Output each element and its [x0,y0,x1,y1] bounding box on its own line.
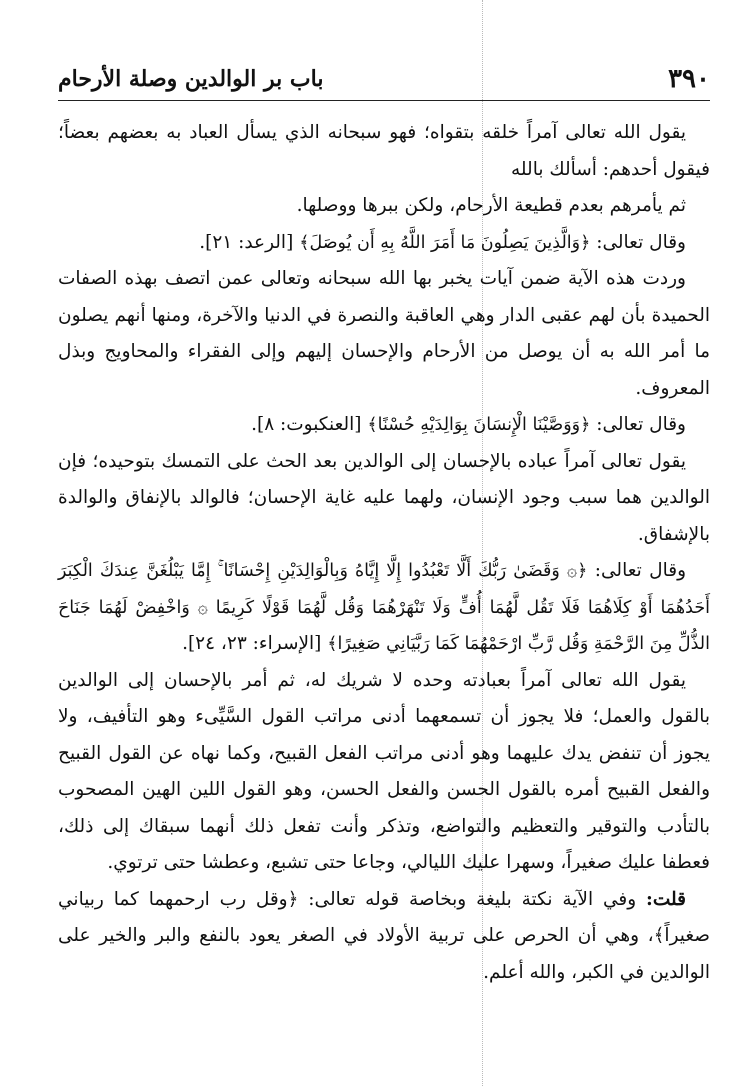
paragraph-4 [58,444,710,554]
paragraph-text: ثم يأمرهم بعدم قطيعة الأرحام، ولكن ببرها ووصلها. [296,195,686,216]
quran-verse-text: ﴿وَوَصَّيْنَا الْإِنسَانَ بِوَالِدَيْهِ حُسْنًا﴾ [367,415,591,435]
quran-verse-al-isra [58,553,710,663]
page-body [58,115,710,991]
note-label: قلت: [646,888,686,910]
author-note [58,882,710,992]
quran-verse-text: ﴿وَالَّذِينَ يَصِلُونَ مَا أَمَرَ اللَّهُ بِهِ أَن يُوصَلَ﴾ [299,232,591,253]
quran-verse-al-ankabut [58,407,710,444]
quran-verse-ar-rad [58,225,710,262]
verse-intro: وقال تعالى: [596,231,686,253]
paragraph-5 [58,663,710,882]
verse-intro: وقال تعالى: [596,414,686,435]
verse-reference: [الإسراء: ٢٣، ٢٤]. [182,633,322,654]
paragraph-3 [58,261,710,407]
chapter-title: باب بر الوالدين وصلة الأرحام [58,66,324,92]
paragraph-text: وردت هذه الآية ضمن آيات يخبر بها الله سبحانه وتعالى عمن اتصف بهذه الصفات الحميدة بأن لهم عقبى الدار وهي العاقبة والنصرة في الدنيا والآخرة، ومنها أنهم يصلون ما أمر الله به أن يوصل من الأرحام والإحسان إليهم وإلى الفقراء والمحاويج وبذل المعروف. [58,268,710,399]
paragraph-text: يقول تعالى آمراً عباده بالإحسان إلى الوالدين بعد الحث على التمسك بتوحيده؛ فإن الوالدين هما سبب وجود الإنسان، ولهما عليه غاية الإحسان؛ فالوالد بالإنفاق والوالدة بالإشفاق. [58,450,710,545]
verse-reference: [العنكبوت: ٨]. [251,414,362,435]
quran-verse-text: ﴿۞ وَقَضَىٰ رَبُّكَ أَلَّا تَعْبُدُوا إِلَّا إِيَّاهُ وَبِالْوَالِدَيْنِ إِحْسَانًا ۚ إِمَّا يَبْلُغَنَّ عِندَكَ الْكِبَرَ أَحَدُهُمَا أَوْ كِلَاهُمَا فَلَا تَقُل لَّهُمَا أُفٍّ وَلَا تَنْهَرْهُمَا وَقُل لَّهُمَا قَوْلًا كَرِيمًا ۞ وَاخْفِضْ لَهُمَا جَنَاحَ الذُّلِّ مِنَ الرَّحْمَةِ وَقُل رَّبِّ ارْحَمْهُمَا كَمَا رَبَّيَانِي صَغِيرًا﴾ [58,561,710,654]
paragraph-2 [58,188,710,225]
note-text: وفي الآية نكتة بليغة وبخاصة قوله تعالى: ﴿وقل رب ارحمهما كما ربياني صغيراً﴾، وهي أن الحرص على تربية الأولاد في الصغر يعود بالنفع والبر والخير على الوالدين في الكبر، والله أعلم. [58,888,710,983]
page-number: ٣٩٠ [668,64,710,94]
paragraph-1 [58,115,710,188]
book-page [58,60,710,991]
page-header [58,60,710,101]
paragraph-text: يقول الله تعالى آمراً بعبادته وحده لا شريك له، ثم أمر بالإحسان إلى الوالدين بالقول والعمل؛ فلا يجوز أن تسمعهما أدنى مراتب القول السَّيِّىء وهو التأفيف، ولا يجوز أن تنفض يدك عليهما وهو أدنى مراتب الفعل القبيح، وكما نهاه عن القول القبيح والفعل القبيح أمره بالقول الحسن والفعل الحسن، وهو القول اللين الهين المصحوب بالتأدب والتوقير والتعظيم والتواضع، وتذكر وأنت تفعل ذلك أنهما سبقاك إلى ذلك، فعطفا عليك صغيراً، وسهرا عليك الليالي، وجاعا حتى تشبع، وعطشا حتى ترتوي. [58,669,710,873]
verse-reference: [الرعد: ٢١]. [199,231,294,253]
verse-intro: وقال تعالى: [594,560,686,581]
paragraph-text: يقول الله تعالى آمراً خلقه بتقواه؛ فهو سبحانه الذي يسأل العباد به بعضهم بعضاً؛ فيقول أحدهم: أسألك بالله [58,122,710,180]
